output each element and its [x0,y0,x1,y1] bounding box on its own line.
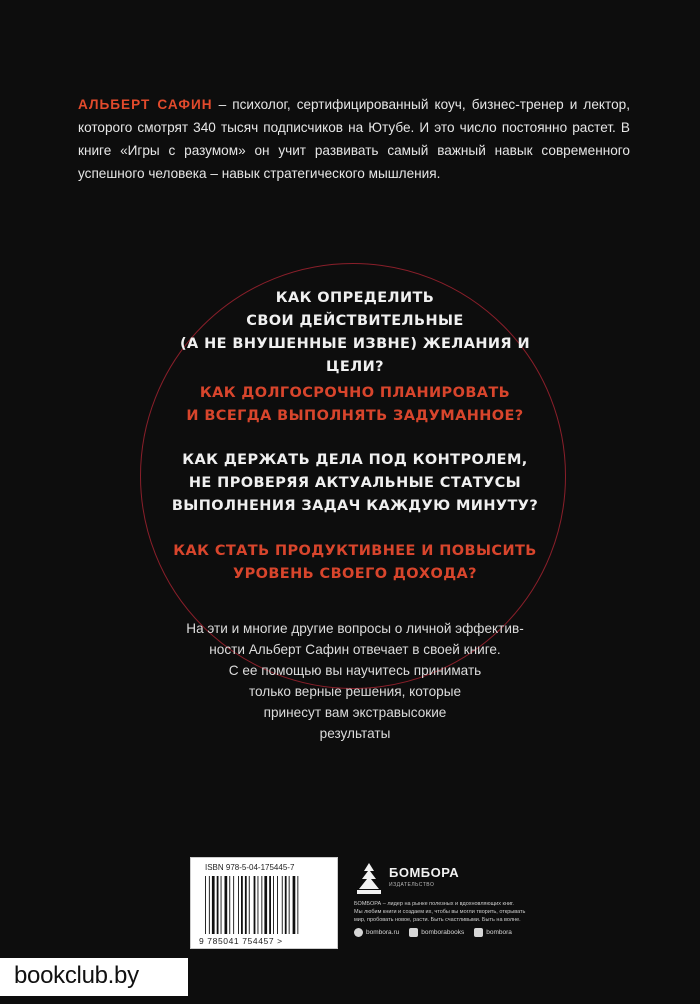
closing-line: На эти и многие другие вопросы о личной эффектив- [186,621,524,636]
social-label: bombora [486,929,512,936]
question-block-1 [150,287,560,379]
question-line: И ВСЕГДА ВЫПОЛНЯТЬ ЗАДУМАННОЕ? [186,408,524,424]
barcode-number: 9 785041 754457 > [199,936,283,946]
author-bio: – психолог, сертифицированный коуч, бизнес-тренер и лектор, которого смотрят 340 тысяч подписчиков на Ютубе. И это число постоянно растет. В книге «Игры с разумом» он учит развивать самый важный навык современного успешного человека – навык стратегического мышления. [78,97,630,181]
publisher-line: БОМБОРА – лидер на рынке полезных и вдохновляющих книг. [354,901,514,907]
question-line: КАК ОПРЕДЕЛИТЬ [275,290,435,306]
question-line: СВОИ ДЕЙСТВИТЕЛЬНЫЕ [246,313,464,329]
closing-line: принесут вам экстравысокие [263,705,447,720]
site-watermark [0,958,188,996]
youtube-icon [409,928,418,937]
social-link-telegram[interactable] [354,928,399,937]
publisher-line: Мы любим книги и создаем их, чтобы вы могли творить, открывать [354,909,526,915]
telegram-icon [354,928,363,937]
question-line: КАК ДОЛГОСРОЧНО ПЛАНИРОВАТЬ [199,385,511,401]
bombora-logo-icon [354,862,384,896]
question-line: НЕ ПРОВЕРЯЯ АКТУАЛЬНЫЕ СТАТУСЫ [188,475,522,491]
question-block-4 [150,540,560,586]
watermark-text: bookclub.by [14,962,139,989]
publisher-socials [354,928,614,937]
question-line: (А НЕ ВНУШЕННЫЕ ИЗВНЕ) ЖЕЛАНИЯ И ЦЕЛИ? [180,336,530,375]
question-block-3 [150,449,560,518]
question-line: КАК ДЕРЖАТЬ ДЕЛА ПОД КОНТРОЛЕМ, [182,452,528,468]
author-intro [78,93,630,185]
social-link-youtube[interactable] [409,928,464,937]
question-line: КАК СТАТЬ ПРОДУКТИВНЕЕ И ПОВЫСИТЬ [173,543,537,559]
question-line: ВЫПОЛНЕНИЯ ЗАДАЧ КАЖДУЮ МИНУТУ? [171,498,539,514]
publisher-description [354,900,609,924]
closing-paragraph [150,618,560,744]
social-label: bomborabooks [421,929,465,936]
closing-line: ности Альберт Сафин отвечает в своей книге. [209,642,501,657]
closing-line: результаты [319,726,391,741]
social-label: bombora.ru [366,929,400,936]
closing-line: С ее помощью вы научитесь принимать [228,663,482,678]
question-block-2 [150,382,560,428]
author-name: АЛЬБЕРТ САФИН [78,97,213,112]
publisher-line: мир, пробовать новое, расти. Быть счастливыми. Быть на волне. [354,917,521,923]
publisher-subtitle: ИЗДАТЕЛЬСТВО [389,882,435,888]
social-link-vk[interactable] [474,928,512,937]
closing-line: только верные решения, которые [248,684,462,699]
question-line: УРОВЕНЬ СВОЕГО ДОХОДА? [233,566,477,582]
vk-icon [474,928,483,937]
barcode-icon [203,876,327,934]
barcode-panel [190,857,338,949]
publisher-name: БОМБОРА [389,865,460,880]
isbn-text: ISBN 978-5-04-175445-7 [205,863,295,872]
